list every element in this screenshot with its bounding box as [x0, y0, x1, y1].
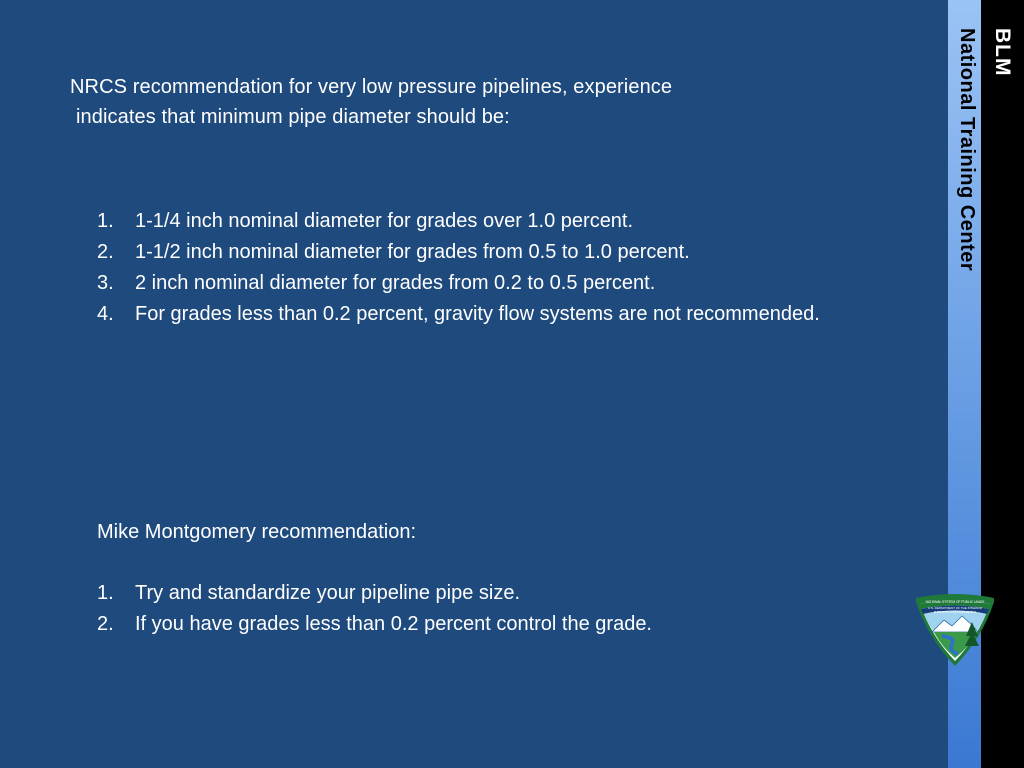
list-item	[97, 237, 837, 268]
list-item	[97, 609, 837, 640]
intro-line-2: indicates that minimum pipe diameter should be:	[76, 106, 510, 128]
list-number: 3.	[97, 272, 114, 294]
mike-heading: Mike Montgomery recommendation:	[97, 521, 417, 543]
logo-bureau-text: BUREAU OF LAND MANAGEMENT	[933, 611, 977, 614]
nrcs-recommendation-list	[97, 206, 837, 330]
list-text: For grades less than 0.2 percent, gravity flow systems are not recommended.	[135, 303, 820, 325]
list-item	[97, 578, 837, 609]
list-item	[97, 299, 837, 330]
intro-line-1: NRCS recommendation for very low pressure pipelines, experience	[70, 76, 673, 98]
list-text: 1-1/2 inch nominal diameter for grades from 0.5 to 1.0 percent.	[135, 241, 690, 263]
list-item	[97, 206, 837, 237]
list-text: 1-1/4 inch nominal diameter for grades over 1.0 percent.	[135, 210, 634, 232]
list-text: If you have grades less than 0.2 percent control the grade.	[135, 613, 652, 635]
list-number: 1.	[97, 210, 114, 232]
sidebar-org-long: National Training Center	[956, 28, 978, 272]
sidebar-org-short: BLM	[991, 28, 1014, 77]
list-text: Try and standardize your pipeline pipe size.	[135, 582, 521, 604]
logo-dept-text: U.S. DEPARTMENT OF THE INTERIOR	[928, 606, 982, 610]
blm-shield-logo-icon	[912, 592, 998, 668]
list-number: 1.	[97, 582, 114, 604]
list-number: 2.	[97, 613, 114, 635]
logo-top-text: NATIONAL SYSTEM OF PUBLIC LANDS	[925, 600, 985, 604]
list-text: 2 inch nominal diameter for grades from 0.2 to 0.5 percent.	[135, 272, 656, 294]
intro-paragraph	[70, 72, 810, 132]
mike-recommendation-list	[97, 578, 837, 640]
list-item	[97, 268, 837, 299]
list-number: 4.	[97, 303, 114, 325]
list-number: 2.	[97, 241, 114, 263]
